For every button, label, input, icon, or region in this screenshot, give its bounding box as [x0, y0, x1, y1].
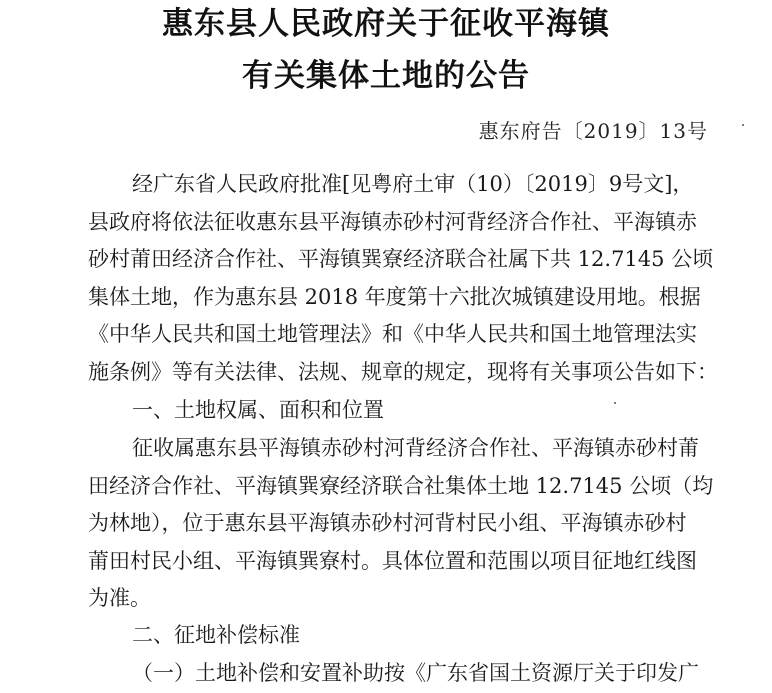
scan-speck [614, 402, 616, 404]
document-number: 惠东府告〔2019〕13号 [478, 119, 708, 143]
text-line: 征收属惠东县平海镇赤砂村河背经济合作社、平海镇赤砂村莆 [132, 436, 699, 460]
text-line: 施条例》等有关法律、法规、规章的规定，现将有关事项公告如下： [88, 359, 718, 384]
document-title-line-1: 惠东县人民政府关于征收平海镇 [162, 6, 610, 42]
text-line: 集体土地，作为惠东县 2018 年度第十六批次城镇建设用地。根据 [88, 284, 701, 309]
scan-speck [742, 124, 744, 126]
text-line: 为林地），位于惠东县平海镇赤砂村河背村民小组、平海镇赤砂村 [88, 511, 687, 535]
text-line: 莆田村民小组、平海镇巽寮村。具体位置和范围以项目征地红线图 [88, 548, 697, 573]
heading-text: 二、征地补偿标准 [132, 623, 300, 647]
text-line: 县政府将依法征收惠东县平海镇赤砂村河背经济合作社、平海镇赤 [88, 209, 697, 234]
text-line: 田经济合作社、平海镇巽寮经济联合社集体土地 12.7145 公顷（均 [88, 473, 714, 498]
paragraph-intro [88, 166, 718, 391]
text-line: 《中华人民共和国土地管理法》和《中华人民共和国土地管理法实 [88, 322, 697, 346]
text-line: （一）土地补偿和安置补助按《广东省国土资源厅关于印发广 [132, 661, 699, 685]
text-line: 为准。 [88, 586, 151, 610]
document-title-line-2: 有关集体土地的公告 [242, 58, 530, 94]
heading-text: 一、土地权属、面积和位置 [132, 398, 384, 422]
paragraph-compensation [88, 655, 718, 693]
paragraph-land-info [88, 430, 718, 618]
text-line: 经广东省人民政府批准[见粤府土审（10）〔2019〕9号文]， [132, 172, 694, 196]
section-heading-2 [88, 617, 718, 655]
section-heading-1 [88, 392, 718, 430]
text-line: 砂村莆田经济合作社、平海镇巽寮经济联合社属下共 12.7145 公顷 [88, 247, 714, 271]
